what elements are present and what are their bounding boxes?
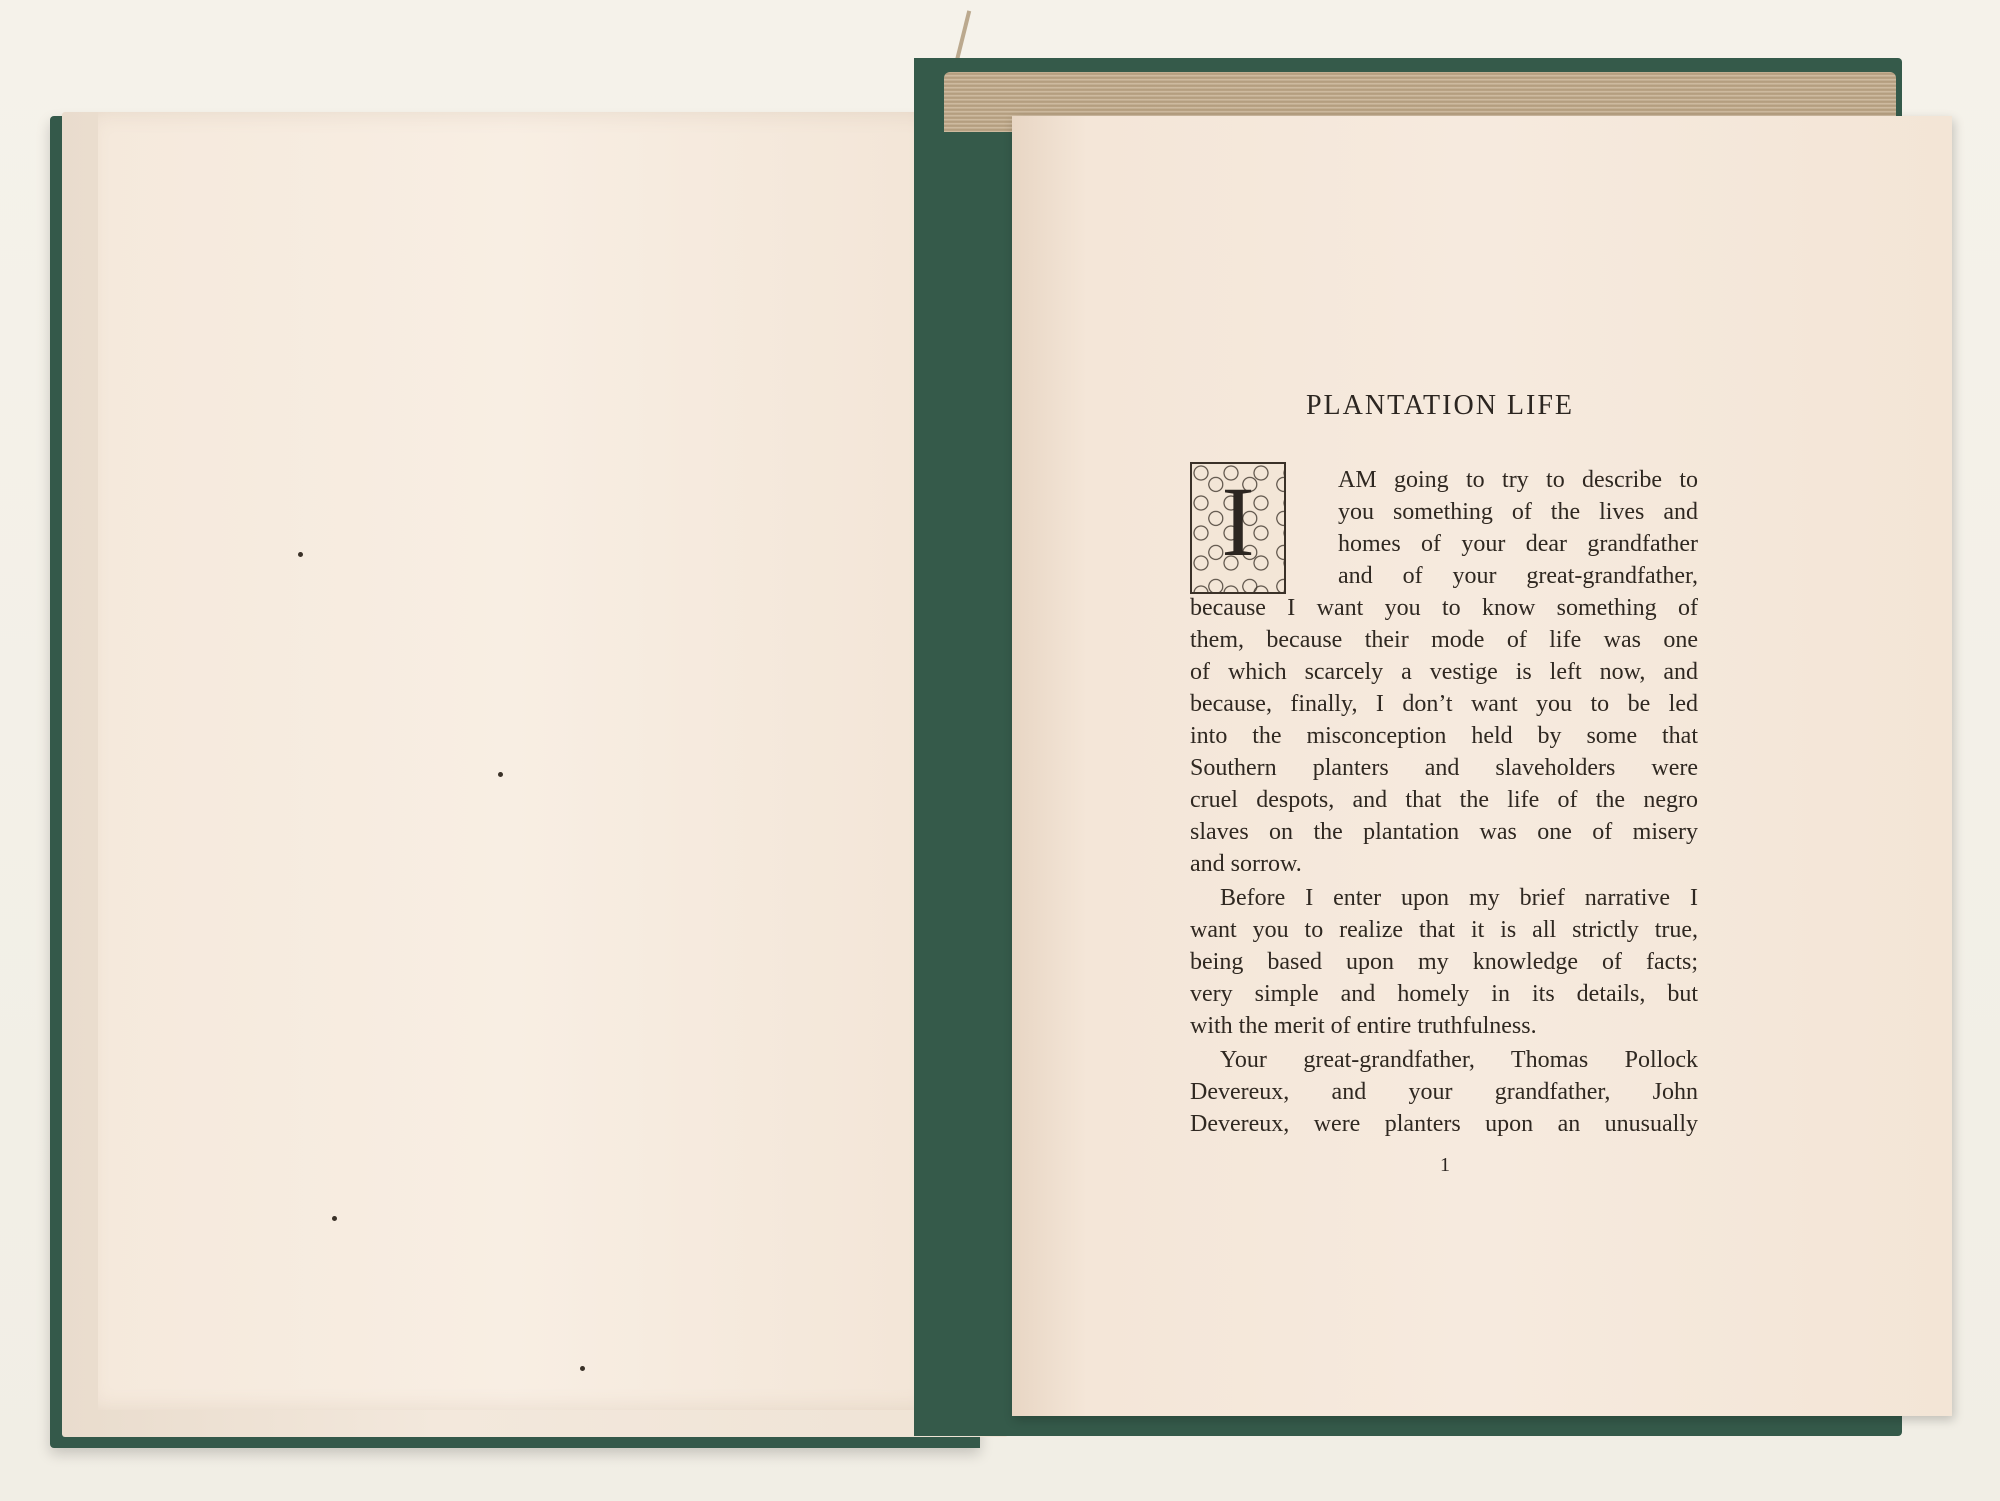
ornamental-drop-cap bbox=[1190, 462, 1286, 594]
text-line: of which scarcely a vestige is left now, and bbox=[1190, 659, 1698, 685]
foxing-spot bbox=[580, 1366, 585, 1371]
text-line: because, finally, I don’t want you to be led bbox=[1190, 691, 1698, 717]
text-line: you something of the lives and bbox=[1338, 499, 1698, 525]
text-line: want you to realize that it is all strictly true, bbox=[1190, 917, 1698, 943]
text-line: and of your great-grandfather, bbox=[1338, 563, 1698, 589]
drop-cap-letter: I bbox=[1221, 466, 1255, 577]
text-line: because I want you to know something of bbox=[1190, 595, 1698, 621]
text-line: them, because their mode of life was one bbox=[1190, 627, 1698, 653]
page-number: 1 bbox=[1440, 1154, 1450, 1176]
text-line: Devereux, and your grandfather, John bbox=[1190, 1079, 1698, 1105]
foxing-spot bbox=[298, 552, 303, 557]
foxing-spot bbox=[332, 1216, 337, 1221]
text-line: into the misconception held by some that bbox=[1190, 723, 1698, 749]
text-line: very simple and homely in its details, but bbox=[1190, 981, 1698, 1007]
text-line: Devereux, were planters upon an unusually bbox=[1190, 1111, 1698, 1137]
text-line: Your great-grandfather, Thomas Pollock bbox=[1220, 1047, 1698, 1073]
page-title: PLANTATION LIFE bbox=[1305, 390, 1575, 421]
text-line: slaves on the plantation was one of misery bbox=[1190, 819, 1698, 845]
left-blank-page bbox=[98, 112, 1016, 1410]
text-line: homes of your dear grandfather bbox=[1338, 531, 1698, 557]
text-line: and sorrow. bbox=[1190, 851, 1302, 877]
text-line: Before I enter upon my brief narrative I bbox=[1220, 885, 1698, 911]
text-line: AM going to try to describe to bbox=[1338, 467, 1698, 493]
text-line: with the merit of entire truthfulness. bbox=[1190, 1013, 1537, 1039]
text-line: Southern planters and slaveholders were bbox=[1190, 755, 1698, 781]
text-line: being based upon my knowledge of facts; bbox=[1190, 949, 1698, 975]
foxing-spot bbox=[498, 772, 503, 777]
text-line: cruel despots, and that the life of the negro bbox=[1190, 787, 1698, 813]
